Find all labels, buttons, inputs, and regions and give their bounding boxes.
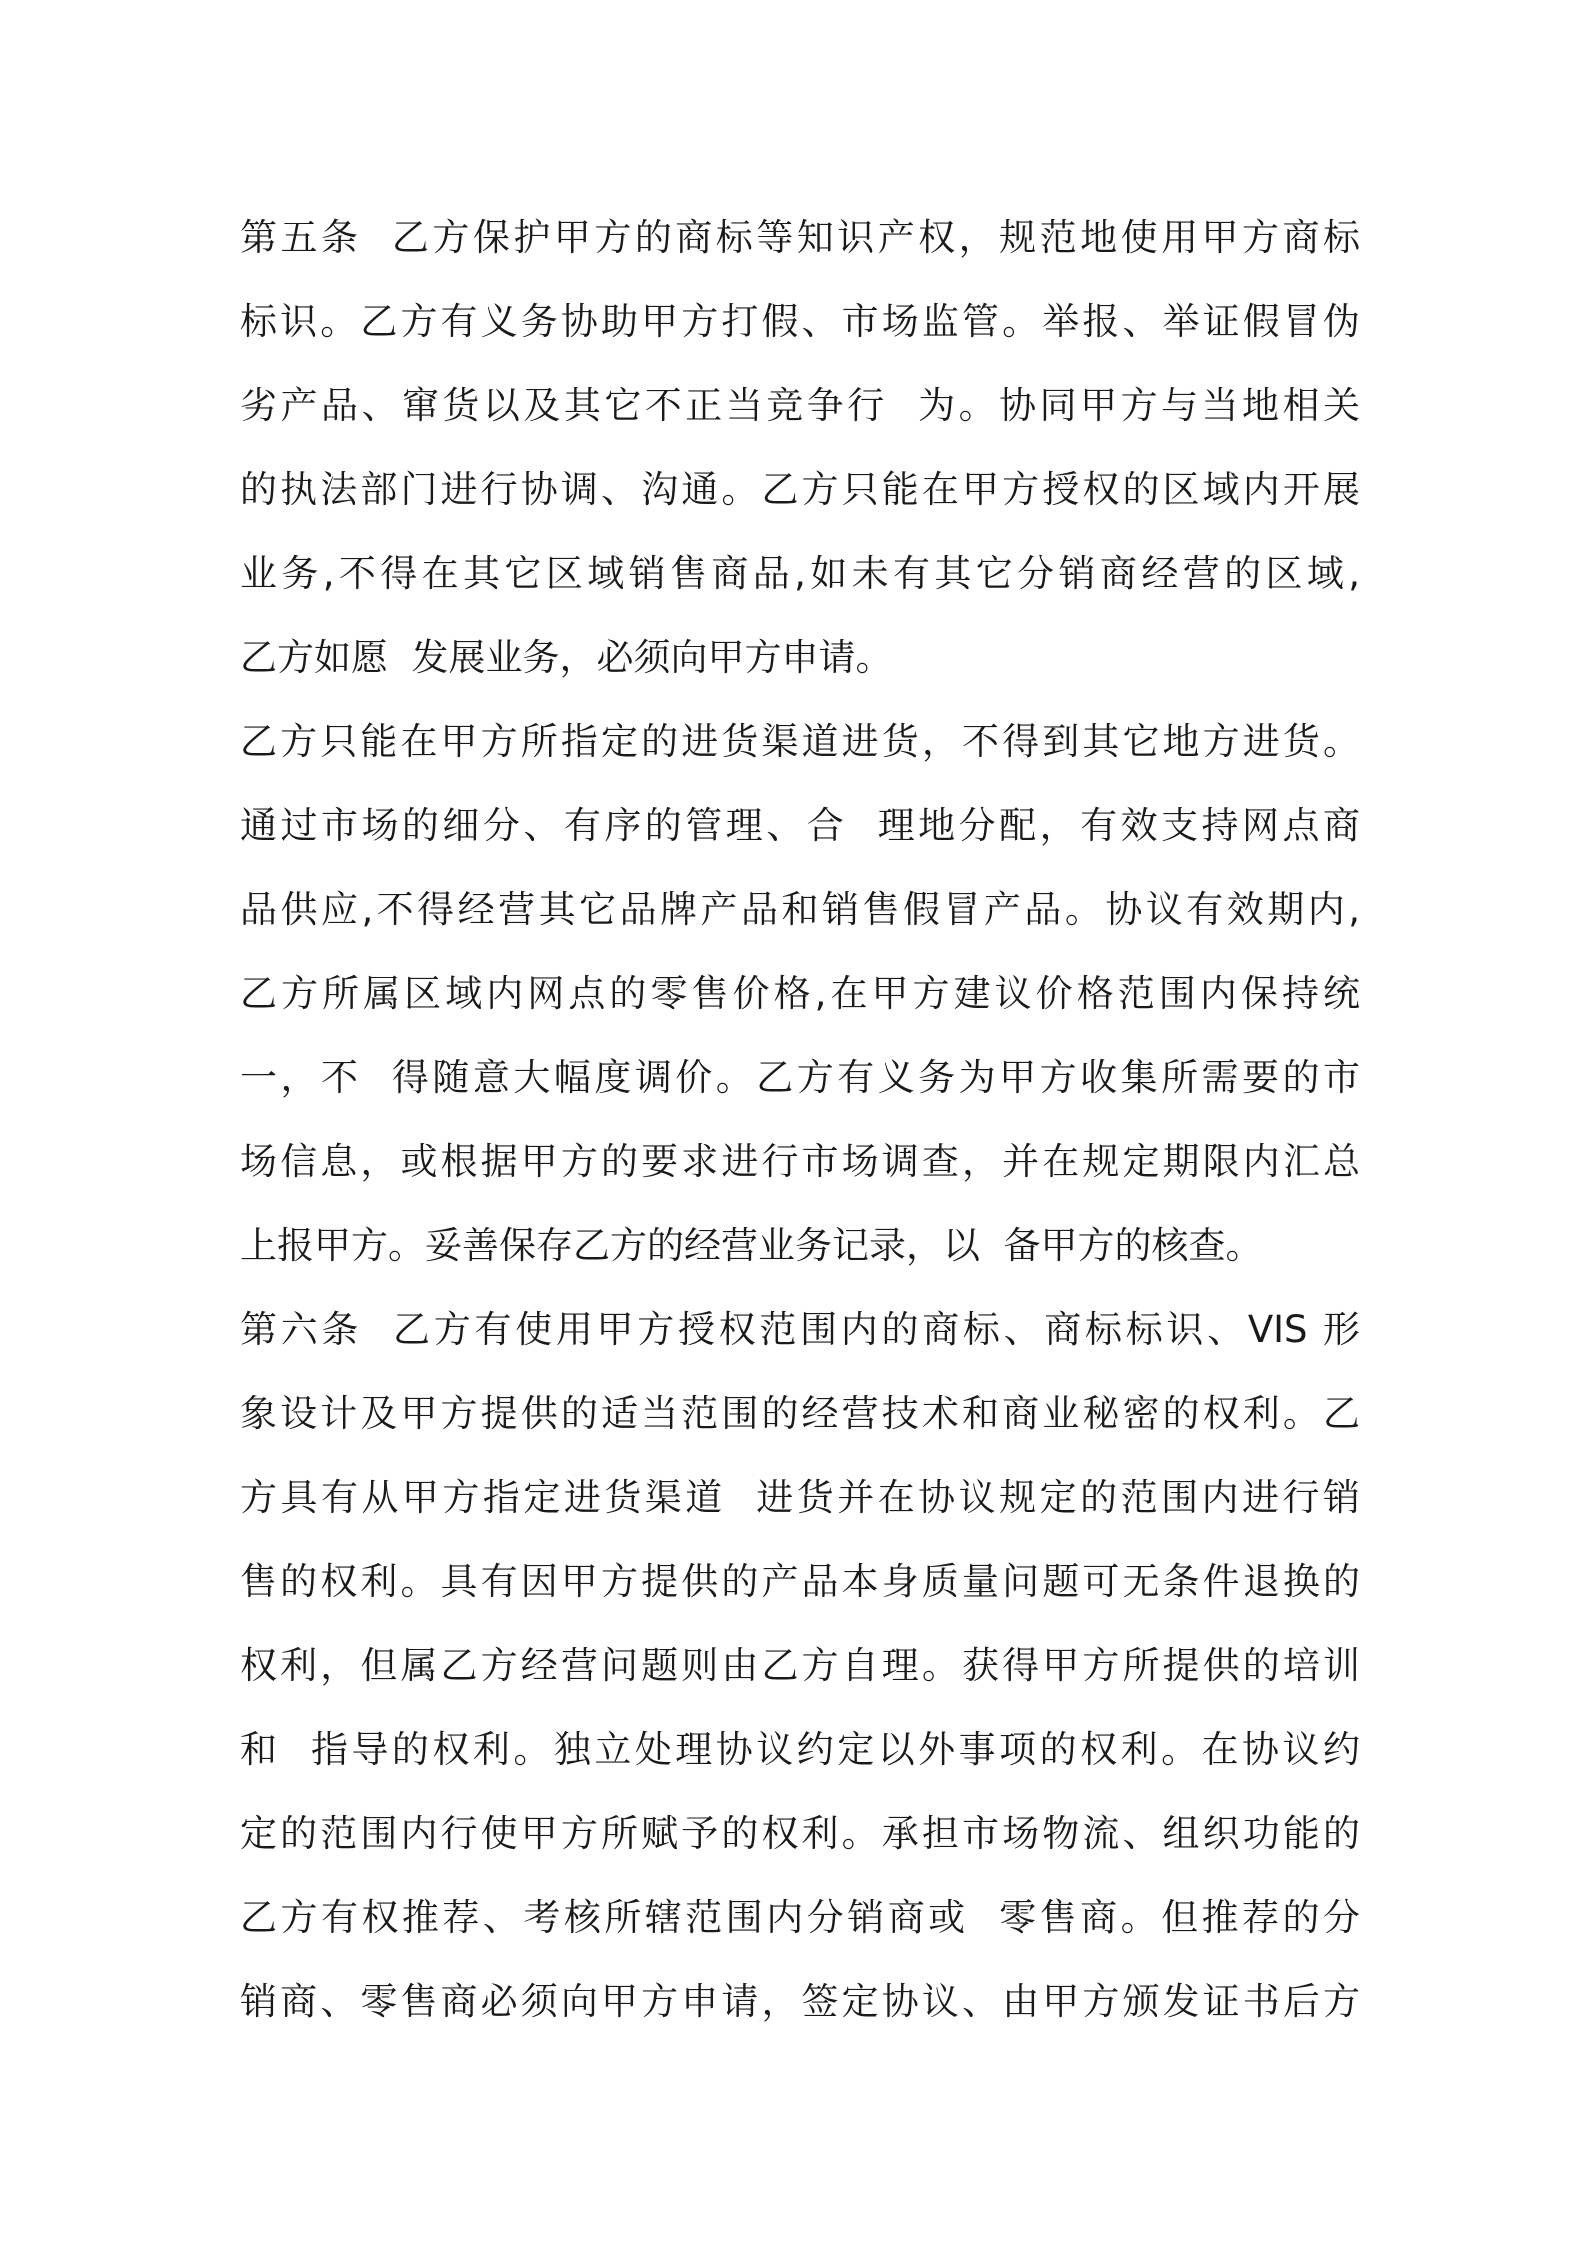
- text-line: 场信息，或根据甲方的要求进行市场调查，并在规定期限内汇总: [240, 1140, 1360, 1183]
- text-line: 上报甲方。妥善保存乙方的经营业务记录，以 备甲方的核查。: [240, 1224, 1263, 1267]
- text-line: 乙方如愿 发展业务，必须向甲方申请。: [240, 636, 893, 679]
- contract-text: [240, 196, 1360, 2044]
- text-line: 和 指导的权利。独立处理协议约定以外事项的权利。在协议约: [240, 1728, 1360, 1771]
- text-line: 乙方有权推荐、考核所辖范围内分销商或 零售商。但推荐的分: [240, 1896, 1360, 1939]
- text-line: 销商、零售商必须向甲方申请，签定协议、由甲方颁发证书后方: [240, 1980, 1360, 2023]
- text-line: 业务,不得在其它区域销售商品,如未有其它分销商经营的区域,: [240, 552, 1360, 595]
- text-line: 第六条 乙方有使用甲方授权范围内的商标、商标标识、VIS 形: [240, 1308, 1360, 1351]
- text-line: 乙方只能在甲方所指定的进货渠道进货，不得到其它地方进货。: [240, 720, 1360, 763]
- text-line: 乙方所属区域内网点的零售价格,在甲方建议价格范围内保持统: [240, 972, 1360, 1015]
- text-line: 劣产品、窜货以及其它不正当竞争行 为。协同甲方与当地相关: [240, 384, 1360, 427]
- text-line: 方具有从甲方指定进货渠道 进货并在协议规定的范围内进行销: [240, 1476, 1360, 1519]
- text-line: 象设计及甲方提供的适当范围的经营技术和商业秘密的权利。乙: [240, 1392, 1360, 1435]
- text-line: 权利，但属乙方经营问题则由乙方自理。获得甲方所提供的培训: [240, 1644, 1360, 1687]
- text-line: 通过市场的细分、有序的管理、合 理地分配，有效支持网点商: [240, 804, 1360, 847]
- text-line: 的执法部门进行协调、沟通。乙方只能在甲方授权的区域内开展: [240, 468, 1360, 511]
- text-line: 第五条 乙方保护甲方的商标等知识产权，规范地使用甲方商标: [240, 216, 1360, 259]
- text-line: 标识。乙方有义务协助甲方打假、市场监管。举报、举证假冒伪: [240, 300, 1360, 343]
- text-line: 售的权利。具有因甲方提供的产品本身质量问题可无条件退换的: [240, 1560, 1360, 1603]
- text-line: 一，不 得随意大幅度调价。乙方有义务为甲方收集所需要的市: [240, 1056, 1360, 1099]
- text-line: 定的范围内行使甲方所赋予的权利。承担市场物流、组织功能的: [240, 1812, 1360, 1855]
- text-line: 品供应,不得经营其它品牌产品和销售假冒产品。协议有效期内,: [240, 888, 1360, 931]
